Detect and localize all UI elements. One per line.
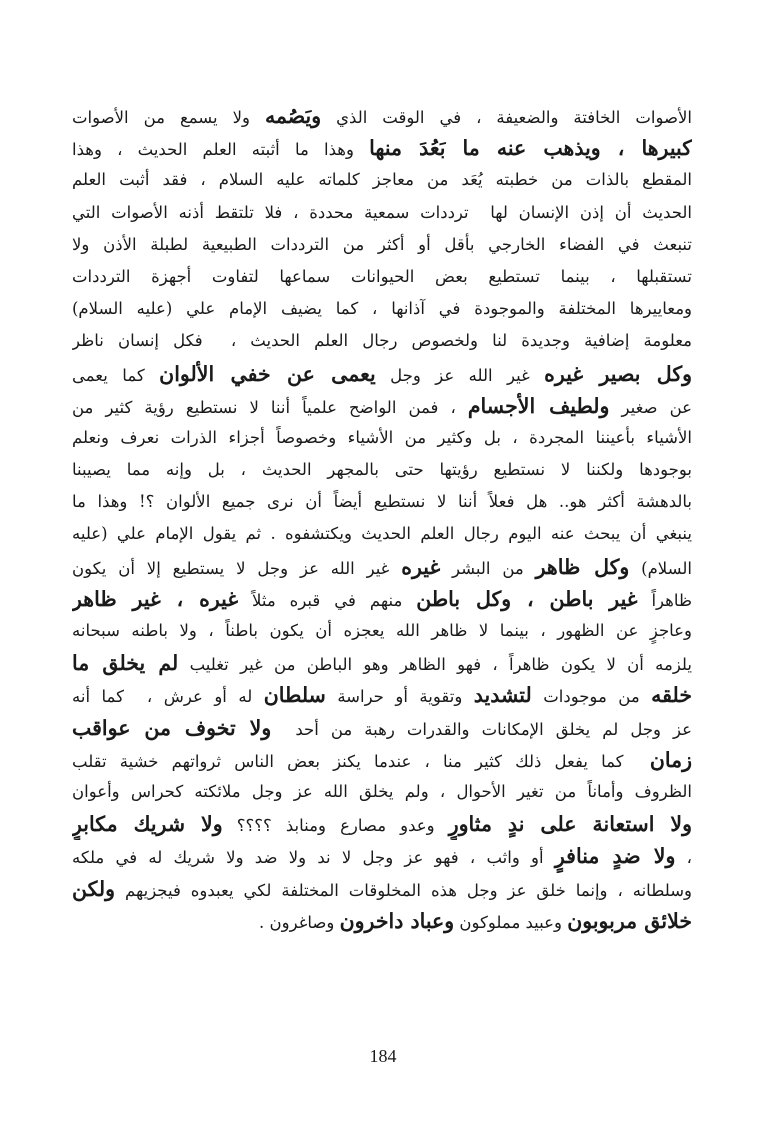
text-segment: تنبعث في الفضاء الخارجي بأقل أو أكثر من الترددات الطبيعية لطبلة الأذن ولا <box>72 234 692 254</box>
bold-quote-segment: سلطان <box>263 683 326 708</box>
text-segment: وعبيد مملوكون <box>454 912 568 932</box>
text-segment: له أو عرش ، كما أنه <box>72 687 264 707</box>
text-segment: وسلطانه ، وإنما خلق عز وجل هذه المخلوقات المختلفة لكي يعبدوه فيجزيهم <box>115 880 692 900</box>
bold-quote-segment: ولكن <box>72 876 116 901</box>
text-line <box>72 261 692 293</box>
text-line <box>72 358 692 390</box>
page-body <box>72 100 692 937</box>
text-segment: من موجودات <box>531 687 652 707</box>
text-segment: بالدهشة أكثر هو.. هل فعلاً أننا لا نستطيع أيضاً أن نرى جميع الألوان ؟! وهذا ما <box>72 492 692 512</box>
text-segment: الأصوات الخافتة والضعيفة ، في الوقت الذي <box>321 108 692 127</box>
bold-quote-segment: ويَصُمه <box>264 104 322 128</box>
text-line <box>72 551 692 583</box>
text-line <box>72 840 692 872</box>
text-segment: غير الله عز وجل <box>375 365 545 385</box>
text-line <box>72 454 692 486</box>
bold-quote-segment: غيره <box>401 554 441 579</box>
text-line <box>72 744 692 776</box>
text-segment: الأشياء بأعيننا المجردة ، بل وكثير من الأشياء وخصوصاً أجزاء الذرات نعرف ونعلم <box>72 427 692 447</box>
text-segment: أو واثب ، فهو عز وجل لا ند ولا ضد ولا شريك له في ملكه <box>72 848 555 868</box>
text-segment: المقطع بالذات من خطبته يُعَد من معاجز كلماته عليه السلام ، فقد أثبت العلم <box>72 170 692 190</box>
bold-quote-segment: ولا تخوف من عواقب <box>72 715 272 740</box>
text-segment: ، فمن الواضح علمياً أننا لا نستطيع رؤية كثير من <box>72 397 468 417</box>
text-segment: ينبغي أن يبحث عنه اليوم رجال العلم الحديث ويكتشفوه . ثم يقول الإمام علي (عليه <box>72 524 692 544</box>
text-segment: ومعاييرها المختلفة والموجودة في آذانها ، كما يضيف الإمام علي (عليه السلام) <box>72 299 692 319</box>
text-line <box>72 164 692 196</box>
text-segment: كما يفعل ذلك كثير منا ، عندما يكنز بعض الناس ثرواتهم خشية تقلب <box>72 751 650 771</box>
bold-quote-segment: لم يخلق ما <box>72 651 179 676</box>
text-line <box>72 583 692 615</box>
bold-quote-segment: وكل بصير غيره <box>544 361 692 386</box>
text-segment: وهذا ما أثبته العلم الحديث ، وهذا <box>72 140 370 160</box>
text-segment: غير الله عز وجل لا يستطيع إلا أن يكون <box>72 558 402 578</box>
bold-quote-segment: ولا ضدٍ منافرٍ <box>554 844 676 869</box>
text-segment: ولا يسمع من الأصوات <box>72 108 265 127</box>
text-segment: تستقبلها ، بينما تستطيع بعض الحيوانات سماعها لتفاوت أجهزة الترددات <box>72 266 692 286</box>
text-line <box>72 647 692 679</box>
text-segment: ، <box>675 848 692 868</box>
page-number: 184 <box>369 1046 397 1066</box>
text-line <box>72 905 692 937</box>
text-line <box>72 486 692 518</box>
text-segment: الظروف وأماناً من تغير الأحوال ، ولم يخلق الله عز وجل ملائكته كحراس وأعوان <box>72 781 692 801</box>
text-line <box>72 712 692 744</box>
bold-quote-segment: يعمى عن خفي الألوان <box>159 361 376 386</box>
text-segment: وتقوية أو حراسة <box>325 687 474 707</box>
bold-quote-segment: لتشديد <box>473 683 532 708</box>
text-line <box>72 390 692 422</box>
text-segment: عز وجل لم يخلق الإمكانات والقدرات رهبة من أحد <box>271 719 692 739</box>
bold-quote-segment: كبيرها ، ويذهب عنه ما بَعُدَ منها <box>369 136 692 161</box>
text-segment: وصاغرون . <box>259 912 340 932</box>
text-line <box>72 679 692 711</box>
text-line <box>72 873 692 905</box>
text-segment: ظاهراً <box>637 590 692 610</box>
bold-quote-segment: غيره ، غير ظاهر <box>72 586 239 611</box>
text-segment: عن صغير <box>609 397 692 417</box>
text-segment: منهم في قبره مثلاً <box>238 590 417 610</box>
bold-quote-segment: وعباد داخرون <box>339 908 455 933</box>
text-line <box>72 132 692 164</box>
text-line <box>72 197 692 229</box>
text-line <box>72 518 692 550</box>
text-segment: بوجودها ولكننا لا نستطيع رؤيتها حتى بالمجهر الحديث ، بل وإنه مما يصيبنا <box>72 460 692 480</box>
text-line <box>72 776 692 808</box>
text-segment: من البشر <box>440 558 536 578</box>
text-segment: يلزمه أن لا يكون ظاهراً ، فهو الظاهر وهو الباطن من غير تغليب <box>178 655 692 675</box>
text-line <box>72 229 692 261</box>
text-segment: كما يعمى <box>72 365 160 385</box>
bold-quote-segment: زمان <box>649 747 692 772</box>
text-line <box>72 100 692 132</box>
bold-quote-segment: ولا استعانة على ندٍ مثاورٍ <box>448 812 692 837</box>
text-line <box>72 325 692 357</box>
bold-quote-segment: غير باطن ، وكل باطن <box>416 586 638 611</box>
text-line <box>72 808 692 840</box>
text-line <box>72 422 692 454</box>
text-segment: وعاجزٍ عن الظهور ، بينما لا ظاهر الله يعجزه أن يكون باطناً ، ولا باطنه سبحانه <box>72 621 692 640</box>
text-line <box>72 293 692 325</box>
bold-quote-segment: وكل ظاهر <box>535 554 630 579</box>
bold-quote-segment: خلائق مربوبون <box>567 908 692 933</box>
text-segment: الحديث أن إذن الإنسان لها ترددات سمعية محددة ، فلا تلتقط أذنه الأصوات التي <box>72 202 692 222</box>
text-line <box>72 615 692 647</box>
bold-quote-segment: ولطيف الأجسام <box>467 393 610 418</box>
bold-quote-segment: ولا شريك مكابرٍ <box>72 812 223 837</box>
bold-quote-segment: خلقه <box>651 683 692 708</box>
text-segment: السلام) <box>629 558 692 578</box>
text-segment: معلومة إضافية وجديدة لنا ولخصوص رجال العلم الحديث ، فكل إنسان ناظر <box>72 331 692 351</box>
text-segment: وعدو مصارع ومنابذ ؟؟؟؟ <box>222 816 449 836</box>
